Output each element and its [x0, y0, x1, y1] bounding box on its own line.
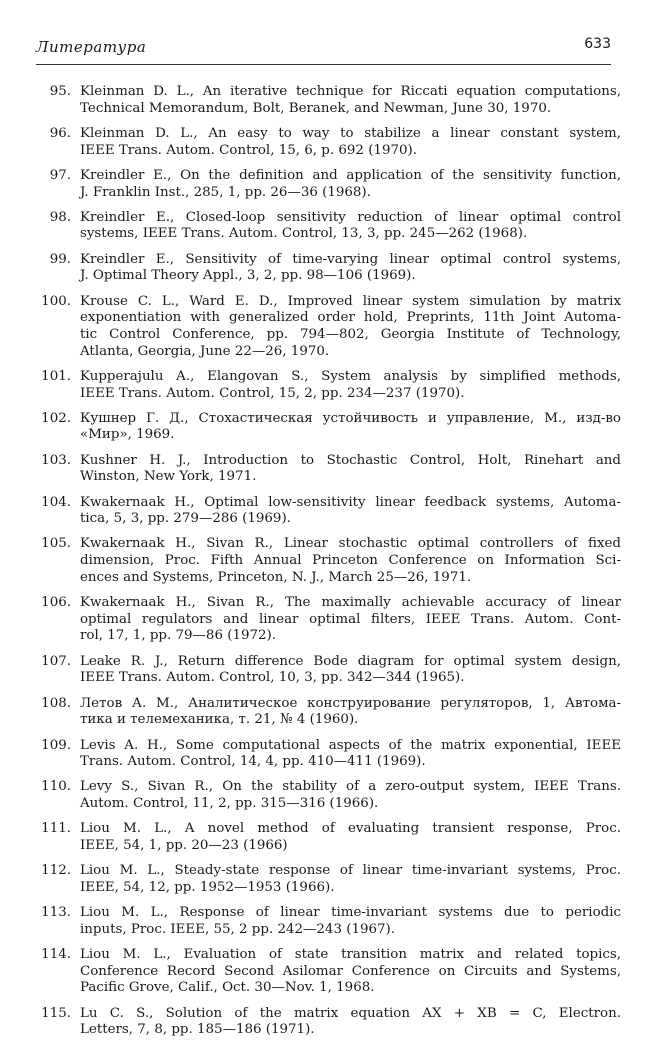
reference-text — [80, 536, 621, 586]
reference-item — [0, 536, 661, 586]
reference-text — [80, 252, 621, 285]
reference-line: Trans. Autom. Control, 14, 4, pp. 410—411 (1969). — [80, 754, 426, 770]
reference-number: 96. — [49, 125, 71, 141]
reference-text — [80, 411, 621, 444]
reference-line: Letters, 7, 8, pp. 185—186 (1971). — [80, 1022, 315, 1038]
reference-line: Kwakernaak H., Sivan R., The maximally achievable accuracy of linear — [80, 595, 621, 611]
reference-item — [0, 947, 661, 997]
reference-line: Krouse C. L., Ward E. D., Improved linear system simulation by matrix — [80, 293, 621, 309]
reference-line: J. Optimal Theory Appl., 3, 2, pp. 98—106 (1969). — [80, 268, 416, 284]
reference-item — [0, 863, 661, 896]
reference-line: Kreindler E., On the definition and application of the sensitivity function, — [80, 167, 621, 183]
reference-item — [0, 738, 661, 771]
reference-text — [80, 126, 621, 159]
reference-line: «Мир», 1969. — [80, 427, 175, 443]
reference-line: Kwakernaak H., Optimal low-sensitivity linear feedback systems, Automa- — [80, 494, 621, 510]
page-header — [36, 38, 611, 62]
reference-line: rol, 17, 1, pp. 79—86 (1972). — [80, 628, 277, 644]
page-number: 633 — [584, 36, 611, 52]
reference-text — [80, 779, 621, 812]
reference-text — [80, 696, 621, 729]
reference-line: Liou M. L., Steady-state response of linear time-invariant systems, Proc. — [80, 863, 621, 879]
reference-number: 108. — [41, 695, 71, 711]
reference-line: Liou M. L., A novel method of evaluating transient response, Proc. — [80, 821, 621, 837]
reference-line: tica, 5, 3, pp. 279—286 (1969). — [80, 511, 291, 527]
reference-number: 104. — [41, 494, 71, 510]
reference-line: IEEE Trans. Autom. Control, 15, 6, p. 692 (1970). — [80, 142, 417, 158]
reference-number: 98. — [49, 209, 71, 225]
reference-item — [0, 779, 661, 812]
reference-number: 107. — [41, 653, 71, 669]
reference-line: IEEE, 54, 1, pp. 20—23 (1966) — [80, 838, 288, 854]
reference-line: Летов А. М., Аналитическое конструирование регуляторов, 1, Автома- — [80, 695, 621, 711]
reference-item — [0, 252, 661, 285]
reference-line: IEEE, 54, 12, pp. 1952—1953 (1966). — [80, 879, 335, 895]
reference-line: Kleinman D. L., An easy to way to stabilize a linear constant system, — [80, 125, 621, 141]
header-rule — [36, 64, 611, 65]
reference-line: optimal regulators and linear optimal filters, IEEE Trans. Autom. Cont- — [80, 611, 621, 627]
reference-line: Kleinman D. L., An iterative technique for Riccati equation computations, — [80, 84, 621, 99]
reference-item — [0, 1006, 661, 1039]
reference-item — [0, 294, 661, 361]
reference-number: 95. — [49, 84, 71, 99]
reference-text — [80, 168, 621, 201]
reference-line: Kushner H. J., Introduction to Stochastic Control, Holt, Rinehart and — [80, 452, 621, 468]
reference-line: тика и телемеханика, т. 21, № 4 (1960). — [80, 712, 359, 728]
reference-line: inputs, Proc. IEEE, 55, 2 pp. 242—243 (1967). — [80, 921, 396, 937]
reference-text — [80, 595, 621, 645]
reference-line: Technical Memorandum, Bolt, Beranek, and Newman, June 30, 1970. — [80, 100, 552, 116]
reference-number: 114. — [41, 947, 71, 963]
reference-line: J. Franklin Inst., 285, 1, pp. 26—36 (1968). — [80, 184, 371, 200]
reference-list — [0, 84, 661, 1048]
reference-line: IEEE Trans. Autom. Control, 15, 2, pp. 234—237 (1970). — [80, 385, 465, 401]
reference-text — [80, 905, 621, 938]
reference-item — [0, 84, 661, 117]
reference-text — [80, 294, 621, 361]
reference-line: Кушнер Г. Д., Стохастическая устойчивость и управление, М., изд-во — [80, 410, 621, 426]
reference-line: Kreindler E., Sensitivity of time-varying linear optimal control systems, — [80, 251, 621, 267]
reference-line: exponentiation with generalized order hold, Preprints, 11th Joint Automa- — [80, 310, 621, 326]
reference-number: 113. — [41, 905, 71, 921]
reference-item — [0, 126, 661, 159]
reference-item — [0, 495, 661, 528]
reference-line: Kwakernaak H., Sivan R., Linear stochastic optimal controllers of fixed — [80, 536, 621, 552]
reference-number: 100. — [41, 293, 71, 309]
reference-text — [80, 654, 621, 687]
reference-line: Levy S., Sivan R., On the stability of a zero-output system, IEEE Trans. — [80, 779, 621, 795]
reference-number: 102. — [41, 410, 71, 426]
reference-text — [80, 495, 621, 528]
reference-item — [0, 595, 661, 645]
reference-line: Atlanta, Georgia, June 22—26, 1970. — [80, 343, 330, 359]
reference-number: 97. — [49, 167, 71, 183]
reference-line: Lu C. S., Solution of the matrix equation AX + XB = C, Electron. — [80, 1005, 621, 1021]
reference-text — [80, 369, 621, 402]
reference-line: Autom. Control, 11, 2, pp. 315—316 (1966). — [80, 796, 379, 812]
reference-number: 101. — [41, 368, 71, 384]
reference-line: Levis A. H., Some computational aspects of the matrix exponential, IEEE — [80, 737, 621, 753]
reference-line: Winston, New York, 1971. — [80, 469, 257, 485]
reference-item — [0, 654, 661, 687]
reference-line: Liou M. L., Evaluation of state transition matrix and related topics, — [80, 947, 621, 963]
reference-line: Pacific Grove, Calif., Oct. 30—Nov. 1, 1968. — [80, 980, 375, 996]
reference-number: 105. — [41, 536, 71, 552]
reference-text — [80, 863, 621, 896]
reference-text — [80, 821, 621, 854]
reference-item — [0, 210, 661, 243]
reference-number: 115. — [41, 1005, 71, 1021]
reference-text — [80, 738, 621, 771]
reference-number: 99. — [49, 251, 71, 267]
reference-item — [0, 905, 661, 938]
reference-text — [80, 210, 621, 243]
reference-text — [80, 84, 621, 117]
reference-line: systems, IEEE Trans. Autom. Control, 13, 3, pp. 245—262 (1968). — [80, 226, 528, 242]
reference-line: Kupperajulu A., Elangovan S., System analysis by simplified methods, — [80, 368, 621, 384]
reference-item — [0, 369, 661, 402]
reference-item — [0, 168, 661, 201]
reference-line: IEEE Trans. Autom. Control, 10, 3, pp. 342—344 (1965). — [80, 670, 465, 686]
reference-text — [80, 947, 621, 997]
reference-text — [80, 453, 621, 486]
reference-number: 103. — [41, 452, 71, 468]
reference-line: ences and Systems, Princeton, N. J., March 25—26, 1971. — [80, 569, 472, 585]
reference-text — [80, 1006, 621, 1039]
reference-item — [0, 411, 661, 444]
reference-line: tic Control Conference, pp. 794—802, Georgia Institute of Technology, — [80, 326, 621, 342]
reference-line: Conference Record Second Asilomar Conference on Circuits and Systems, — [80, 963, 621, 979]
reference-item — [0, 821, 661, 854]
reference-line: Kreindler E., Closed-loop sensitivity reduction of linear optimal control — [80, 209, 621, 225]
reference-number: 112. — [41, 863, 71, 879]
reference-number: 106. — [41, 595, 71, 611]
reference-line: dimension, Proc. Fifth Annual Princeton Conference on Information Sci- — [80, 553, 621, 569]
reference-number: 111. — [41, 821, 71, 837]
reference-item — [0, 453, 661, 486]
reference-number: 109. — [41, 737, 71, 753]
running-head-title: Литература — [36, 38, 147, 56]
reference-line: Leake R. J., Return difference Bode diagram for optimal system design, — [80, 653, 621, 669]
reference-number: 110. — [41, 779, 71, 795]
reference-item — [0, 696, 661, 729]
reference-line: Liou M. L., Response of linear time-invariant systems due to periodic — [80, 905, 621, 921]
